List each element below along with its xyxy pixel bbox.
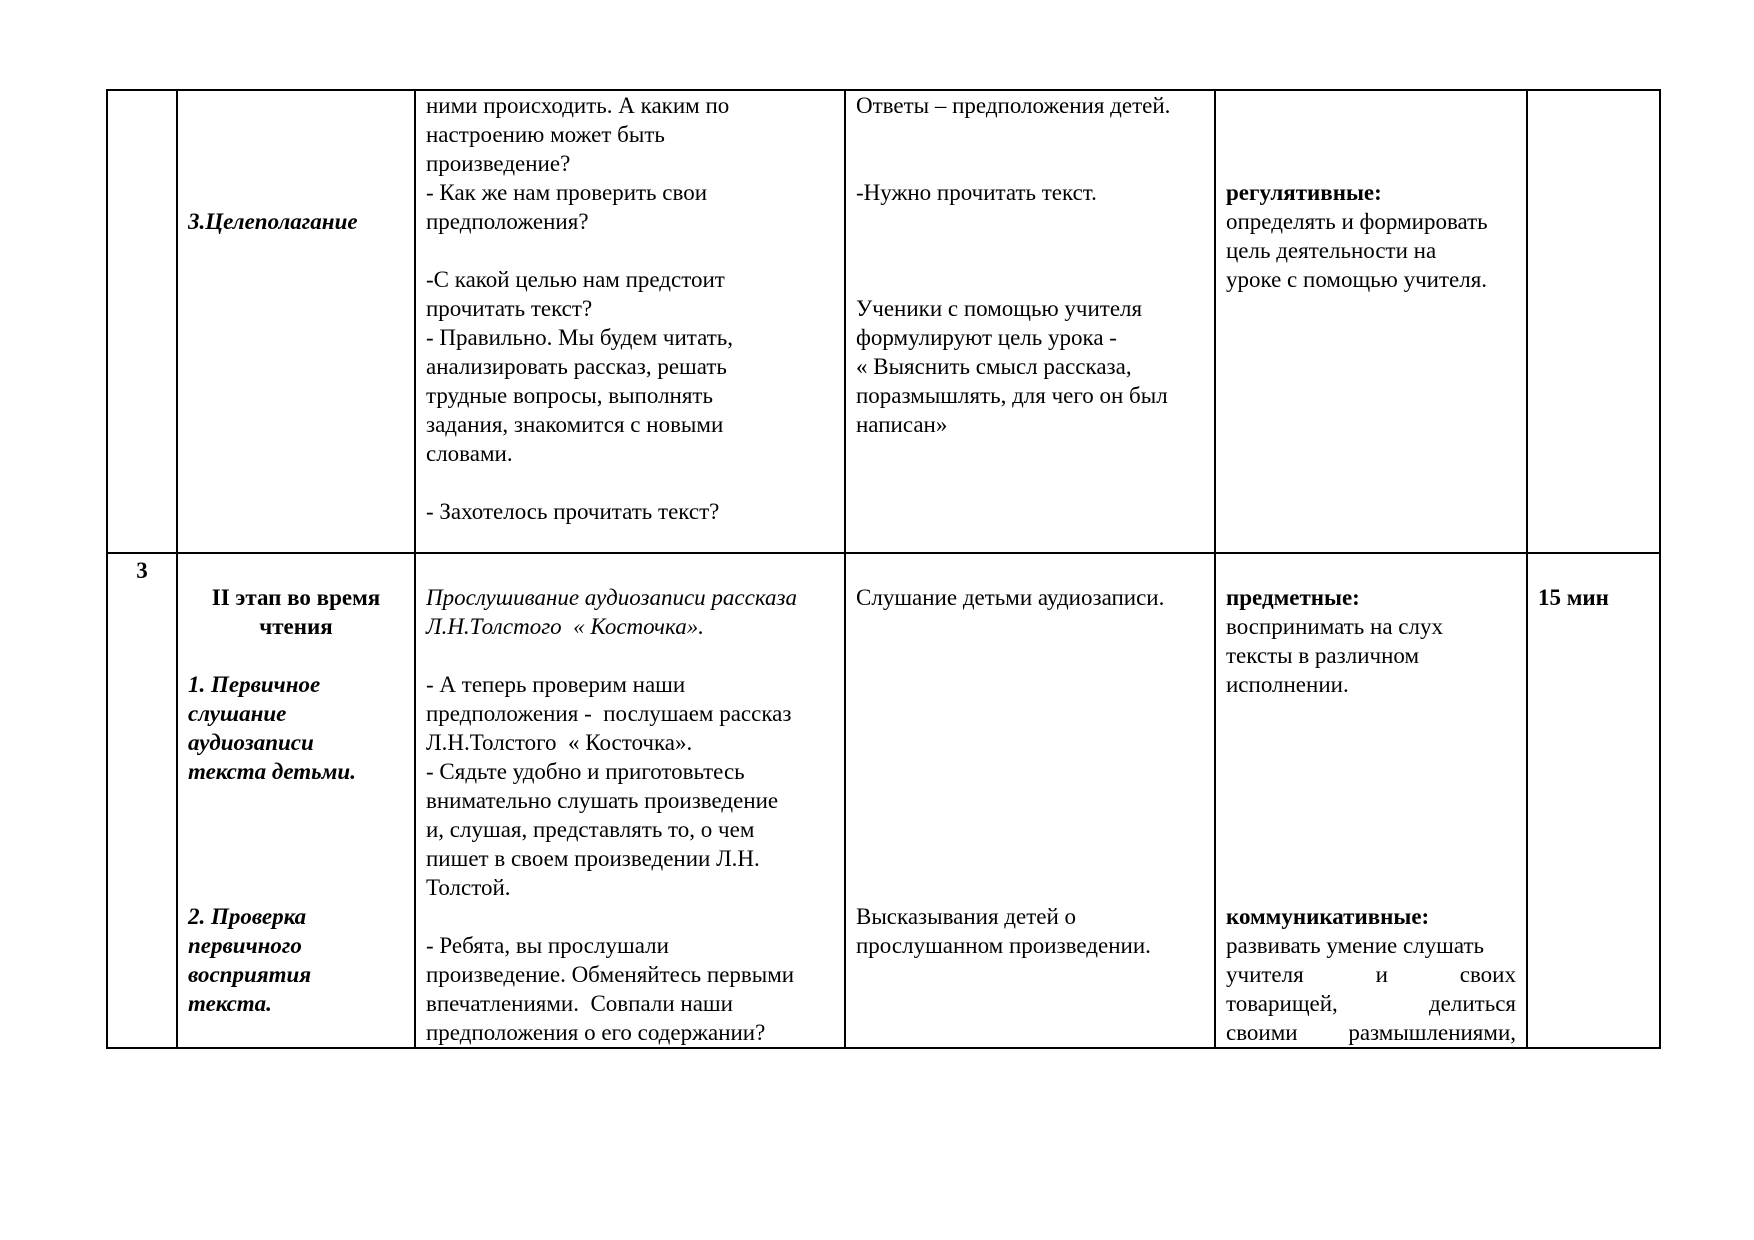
row-number: 3 xyxy=(136,558,148,583)
text-line: « Выяснить смысл рассказа, xyxy=(856,354,1132,379)
text-line: формулируют цель урока - xyxy=(856,325,1117,350)
uud-heading: регулятивные: xyxy=(1226,180,1382,205)
text-line: Ответы – предположения детей. xyxy=(856,93,1171,118)
text-line: - Сядьте удобно и приготовьтесь xyxy=(426,759,745,784)
text-line: - Как же нам проверить свои xyxy=(426,180,708,205)
row-number-cell xyxy=(107,90,177,553)
text-line: и, слушая, представлять то, о чем xyxy=(426,817,755,842)
text-line: словами. xyxy=(426,441,513,466)
text-line: анализировать рассказ, решать xyxy=(426,354,727,379)
stage-substep-2 xyxy=(188,902,404,1018)
text-line: Л.Н.Толстого « Косточка». xyxy=(426,614,704,639)
text-line xyxy=(426,902,834,931)
text-line: настроению может быть xyxy=(426,122,665,147)
text-line xyxy=(856,207,1204,236)
text-line: текста. xyxy=(188,991,272,1016)
time-cell xyxy=(1527,90,1660,553)
uud-cell xyxy=(1215,90,1527,553)
text-line xyxy=(426,236,834,265)
text-line: внимательно слушать произведение xyxy=(426,788,779,813)
text-line: поразмышлять, для чего он был xyxy=(856,383,1168,408)
text-line: трудные вопросы, выполнять xyxy=(426,383,713,408)
text-line: Толстой. xyxy=(426,875,511,900)
uud-heading-subject: предметные: xyxy=(1226,585,1360,610)
student-activity-cell xyxy=(845,90,1215,553)
text-line: цель деятельности на xyxy=(1226,238,1437,263)
time-value: 15 мин xyxy=(1538,585,1609,610)
text-line: -Нужно прочитать текст. xyxy=(856,180,1097,205)
text-line: -С какой целью нам предстоит xyxy=(426,267,725,292)
uud-heading-communicative: коммуникативные: xyxy=(1226,904,1430,929)
table-row xyxy=(107,553,1660,1048)
text-line: прослушанном произведении. xyxy=(856,933,1151,958)
text-line xyxy=(856,236,1204,265)
stage-cell xyxy=(177,553,415,1048)
student-text-1: Слушание детьми аудиозаписи. xyxy=(856,585,1165,610)
text-line: слушание xyxy=(188,701,287,726)
table-row xyxy=(107,90,1660,553)
text-line: произведение? xyxy=(426,151,571,176)
text-line: написан» xyxy=(856,412,948,437)
text-line: произведение. Обменяйтесь первыми xyxy=(426,962,795,987)
uud-text-subject xyxy=(1226,612,1516,699)
text-line: - Захотелось прочитать текст? xyxy=(426,499,720,524)
lesson-plan-table xyxy=(106,89,1661,1049)
text-line: Прослушивание аудиозаписи рассказа xyxy=(426,585,797,610)
uud-text xyxy=(1226,207,1516,294)
text-line: предположения о его содержании? xyxy=(426,1020,766,1045)
text-line: задания, знакомится с новыми xyxy=(426,412,724,437)
student-activity-cell xyxy=(845,553,1215,1048)
teacher-text xyxy=(426,91,834,526)
text-line: II этап во время xyxy=(211,585,381,610)
text-line: уроке с помощью учителя. xyxy=(1226,267,1488,292)
text-line: впечатлениями. Совпали наши xyxy=(426,991,733,1016)
text-line: - Ребята, вы прослушали xyxy=(426,933,669,958)
text-line: - А теперь проверим наши xyxy=(426,672,686,697)
text-line: Л.Н.Толстого « Косточка». xyxy=(426,730,693,755)
text-line: аудиозаписи xyxy=(188,730,314,755)
text-line: пишет в своем произведении Л.Н. xyxy=(426,846,760,871)
row-number-cell xyxy=(107,553,177,1048)
text-line: исполнении. xyxy=(1226,672,1349,697)
text-line: определять и формировать xyxy=(1226,209,1488,234)
text-line: текста детьми. xyxy=(188,759,356,784)
text-line xyxy=(426,468,834,497)
stage-label: 3.Целеполагание xyxy=(188,209,358,234)
text-line: прочитать текст? xyxy=(426,296,593,321)
teacher-text xyxy=(426,670,834,1047)
text-line: чтения xyxy=(259,614,333,639)
text-line: своими размышлениями, xyxy=(1226,1020,1516,1045)
text-line: Ученики с помощью учителя xyxy=(856,296,1143,321)
time-cell xyxy=(1527,553,1660,1048)
text-line: товарищей, делиться xyxy=(1226,991,1516,1016)
student-text xyxy=(856,91,1204,439)
text-line: ними происходить. А каким по xyxy=(426,93,730,118)
teacher-activity-cell xyxy=(415,553,845,1048)
text-line: 1. Первичное xyxy=(188,672,321,697)
text-line: предположения - послушаем рассказ xyxy=(426,701,792,726)
text-line: Высказывания детей о xyxy=(856,904,1077,929)
teacher-activity-cell xyxy=(415,90,845,553)
uud-cell xyxy=(1215,553,1527,1048)
text-line: предположения? xyxy=(426,209,589,234)
text-line: восприятия xyxy=(188,962,312,987)
text-line xyxy=(856,265,1204,294)
teacher-activity-title xyxy=(426,583,834,641)
text-line: тексты в различном xyxy=(1226,643,1420,668)
uud-text-communicative xyxy=(1226,931,1516,1047)
stage-title xyxy=(188,583,404,641)
text-line xyxy=(856,120,1204,149)
text-line: развивать умение слушать xyxy=(1226,933,1485,958)
text-line: учителя и своих xyxy=(1226,962,1516,987)
text-line: 2. Проверка xyxy=(188,904,307,929)
stage-cell xyxy=(177,90,415,553)
text-line: первичного xyxy=(188,933,302,958)
text-line xyxy=(856,149,1204,178)
student-text-2 xyxy=(856,902,1204,960)
text-line: - Правильно. Мы будем читать, xyxy=(426,325,734,350)
text-line: воспринимать на слух xyxy=(1226,614,1443,639)
stage-substep-1 xyxy=(188,670,404,786)
